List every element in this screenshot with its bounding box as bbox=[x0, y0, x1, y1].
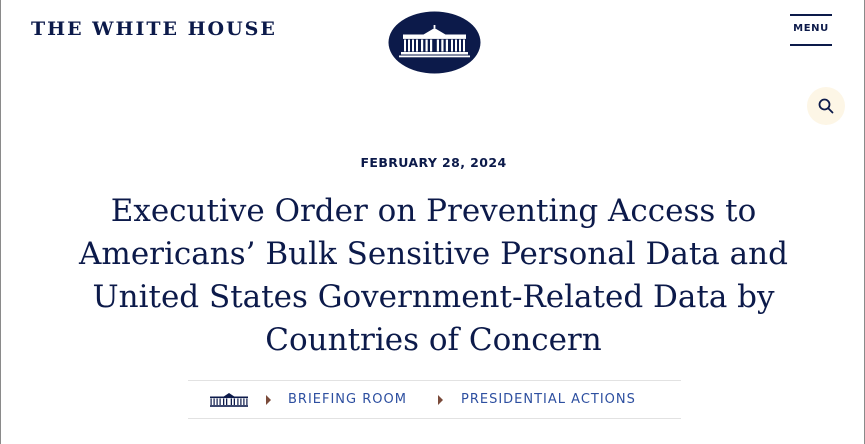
menu-button[interactable] bbox=[790, 14, 832, 46]
menu-top-bar bbox=[790, 14, 832, 16]
menu-bottom-bar bbox=[790, 44, 832, 46]
white-house-seal-icon[interactable] bbox=[388, 11, 481, 74]
page-title: Executive Order on Preventing Access to Americans’ Bulk Sensitive Personal Data and United States Government-Related Data by Countries of Concern bbox=[79, 193, 788, 358]
search-button[interactable] bbox=[807, 87, 845, 125]
breadcrumb-separator-icon bbox=[266, 395, 271, 405]
breadcrumb-presidential-actions[interactable]: PRESIDENTIAL ACTIONS bbox=[461, 392, 636, 407]
breadcrumb-briefing-room[interactable]: BRIEFING ROOM bbox=[288, 392, 407, 407]
white-house-building-icon[interactable] bbox=[210, 392, 248, 408]
breadcrumb-separator-icon bbox=[438, 395, 443, 405]
menu-label: MENU bbox=[793, 23, 829, 34]
site-title-link[interactable]: THE WHITE HOUSE bbox=[31, 18, 277, 40]
breadcrumb bbox=[188, 380, 681, 419]
article-date: FEBRUARY 28, 2024 bbox=[360, 155, 507, 170]
search-icon bbox=[818, 98, 834, 114]
